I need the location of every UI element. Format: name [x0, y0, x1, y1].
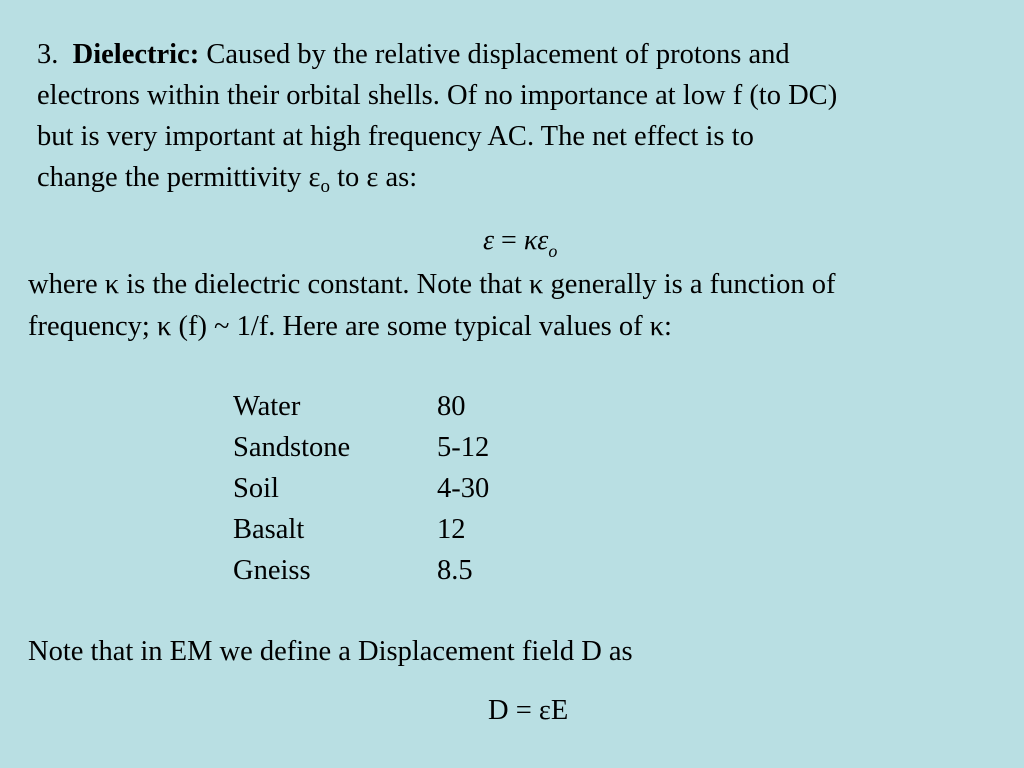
- equation-operator: =: [494, 225, 524, 256]
- explanation-line: frequency; κ (f) ~ 1/f. Here are some typical values of κ:: [28, 311, 672, 342]
- paragraph-line: but is very important at high frequency AC. The net effect is to: [37, 121, 754, 152]
- dielectric-paragraph: [37, 34, 1012, 198]
- equation-lhs: ε: [483, 225, 495, 256]
- material-name: Soil: [233, 473, 279, 504]
- material-name: Sandstone: [233, 432, 351, 463]
- permittivity-text: change the permittivity ε: [37, 162, 321, 193]
- dielectric-value: 80: [437, 391, 466, 422]
- permittivity-equation: [483, 224, 557, 268]
- dielectric-value: 5-12: [437, 432, 490, 463]
- displacement-note: Note that in EM we define a Displacement field D as: [28, 636, 633, 667]
- dielectric-value: 12: [437, 514, 466, 545]
- explanation-line: where κ is the dielectric constant. Note that κ generally is a function of: [28, 269, 836, 300]
- material-name: Water: [233, 391, 301, 422]
- permittivity-subscript: o: [320, 176, 330, 197]
- paragraph-line: electrons within their orbital shells. Of no importance at low f (to DC): [37, 80, 838, 111]
- section-number: 3.: [37, 39, 59, 70]
- displacement-equation: D = εE: [488, 695, 569, 726]
- paragraph-line: [37, 34, 1012, 75]
- dielectric-value: 8.5: [437, 555, 473, 586]
- equation-subscript: o: [548, 241, 558, 261]
- permittivity-suffix: to ε as:: [329, 162, 418, 193]
- material-name: Basalt: [233, 514, 305, 545]
- dielectric-value: 4-30: [437, 473, 490, 504]
- material-name: Gneiss: [233, 555, 311, 586]
- section-title: Dielectric:: [72, 39, 200, 70]
- paragraph-text: Caused by the relative displacement of protons and: [199, 39, 790, 70]
- equation-rhs: κε: [523, 225, 549, 256]
- paragraph-line: [37, 157, 1012, 198]
- explanation-paragraph: [28, 264, 1018, 348]
